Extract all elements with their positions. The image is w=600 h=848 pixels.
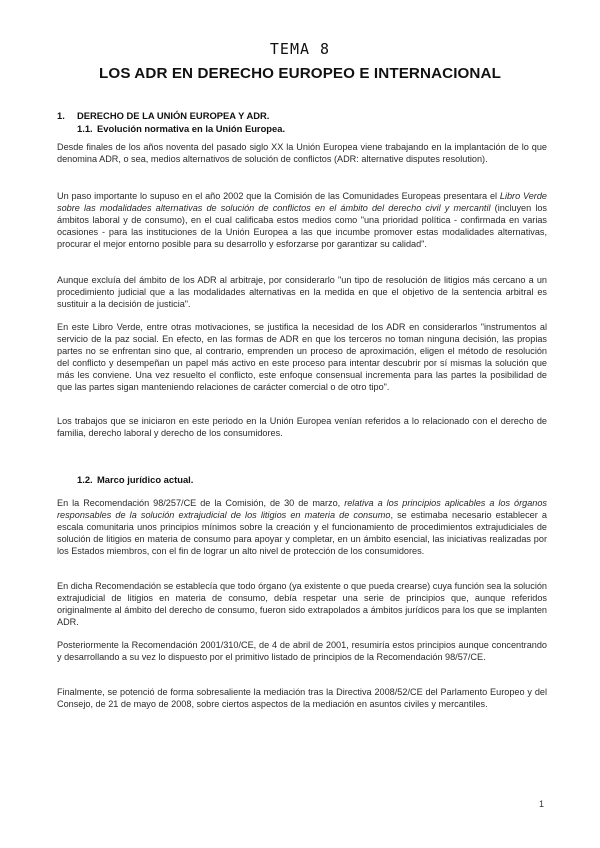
section-title: DERECHO DE LA UNIÓN EUROPEA Y ADR. (77, 110, 270, 121)
paragraph-text: (incluyen los ámbitos laboral y de consumo), en el cual calificaba estos medios como "una prioridad política - confirmada en varias ocasiones - para las instituciones de la Unión Europea a las que incumbe promover estas modalidades alternativas, procurar el mejor entorno posible para su desarrollo y esforzarse por garantizar su calidad". (57, 202, 547, 249)
paragraph (57, 191, 547, 251)
paragraph: En dicha Recomendación se establecía que todo órgano (ya existente o que pueda crearse) cuya función sea la solución extrajudicial de litigios en materia de consumo, debía respetar una serie de principios que, aunque referidos originalmente al ámbito del derecho de consumo, fueron sido extrapolados a ámbitos jurídicos para los que se implanten ADR. (57, 581, 547, 627)
page-title: LOS ADR EN DERECHO EUROPEO E INTERNACIONAL (99, 65, 501, 82)
paragraph (57, 498, 547, 558)
section-heading-1 (57, 110, 269, 121)
paragraph: Posteriormente la Recomendación 2001/310/CE, de 4 de abril de 2001, resumiría estos principios aunque concentrando y desarrollando a su vez lo dispuesto por el primitivo listado de principios de la Recomendación 98/57/CE. (57, 640, 547, 662)
paragraph-text: En la Recomendación 98/257/CE de la Comisión, de 30 de marzo, (57, 498, 345, 508)
subsection-number: 1.1. (77, 123, 93, 134)
subsection-number: 1.2. (77, 474, 93, 485)
paragraph: Los trabajos que se iniciaron en este periodo en la Unión Europea venían referidos a lo relacionado con el derecho de familia, derecho laboral y derecho de los consumidores. (57, 416, 547, 438)
page-number: 1 (538, 799, 544, 809)
paragraph-text: , se estimaba necesario establecer a escala comunitaria unos principios mínimos sobre la creación y el funcionamiento de procedimientos extrajudiciales de solución de litigios en materia de consumo para apoyar y completar, en un ámbito esencial, las iniciativas realizadas por los Estados miembros, con el fin de lograr un alto nivel de protección de los consumidores. (57, 509, 547, 556)
subsection-title: Evolución normativa en la Unión Europea. (97, 123, 286, 134)
paragraph-text: Un paso importante lo supuso en el año 2002 que la Comisión de las Comunidades Europeas presentara el (57, 191, 500, 201)
paragraph-italic: relativa a los principios aplicables a los órganos responsables de la solución extrajudicial de los litigios en materia de consumo (57, 498, 547, 520)
paragraph: Desde finales de los años noventa del pasado siglo XX la Unión Europea viene trabajando en la implantación de lo que denomina ADR, o sea, medios alternativos de solución de conflictos (ADR: alternative disputes resolution). (57, 142, 547, 164)
paragraph: Aunque excluía del ámbito de los ADR al arbitraje, por considerarlo "un tipo de resolución de litigios más cercano a un procedimiento judicial que a las modalidades alternativas en la medida en que el objetivo de la sentencia arbitral es sustituir a la decisión de justicia". (57, 275, 547, 309)
subsection-heading-1-2 (77, 474, 193, 485)
paragraph-italic: Libro Verde sobre las modalidades alternativas de solución de conflictos en el ámbito del derecho civil y mercantil (57, 191, 547, 213)
paragraph: En este Libro Verde, entre otras motivaciones, se justifica la necesidad de los ADR en considerarlos "instrumentos al servicio de la paz social. En efecto, en las formas de ADR en que los terceros no toman ninguna decisión, las propias partes no se enfrentan sino que, al contrario, emprenden un proceso de aproximación, eligen el método de resolución del conflicto y desempeñan un papel más activo en este proceso para intentar descubrir por sí mismas la solución que más les conviene. Una vez resuelto el conflicto, este enfoque consensual incrementa para las partes la posibilidad de que las partes sigan manteniendo relaciones de carácter comercial o de otro tipo". (57, 322, 547, 392)
subsection-title: Marco jurídico actual. (97, 474, 194, 485)
paragraph: Finalmente, se potenció de forma sobresaliente la mediación tras la Directiva 2008/52/CE del Parlamento Europeo y del Consejo, de 21 de mayo de 2008, sobre ciertos aspectos de la mediación en asuntos civiles y mercantiles. (57, 687, 547, 709)
tema-label: TEMA 8 (269, 40, 331, 58)
section-number: 1. (57, 110, 65, 121)
subsection-heading-1-1 (77, 123, 285, 134)
